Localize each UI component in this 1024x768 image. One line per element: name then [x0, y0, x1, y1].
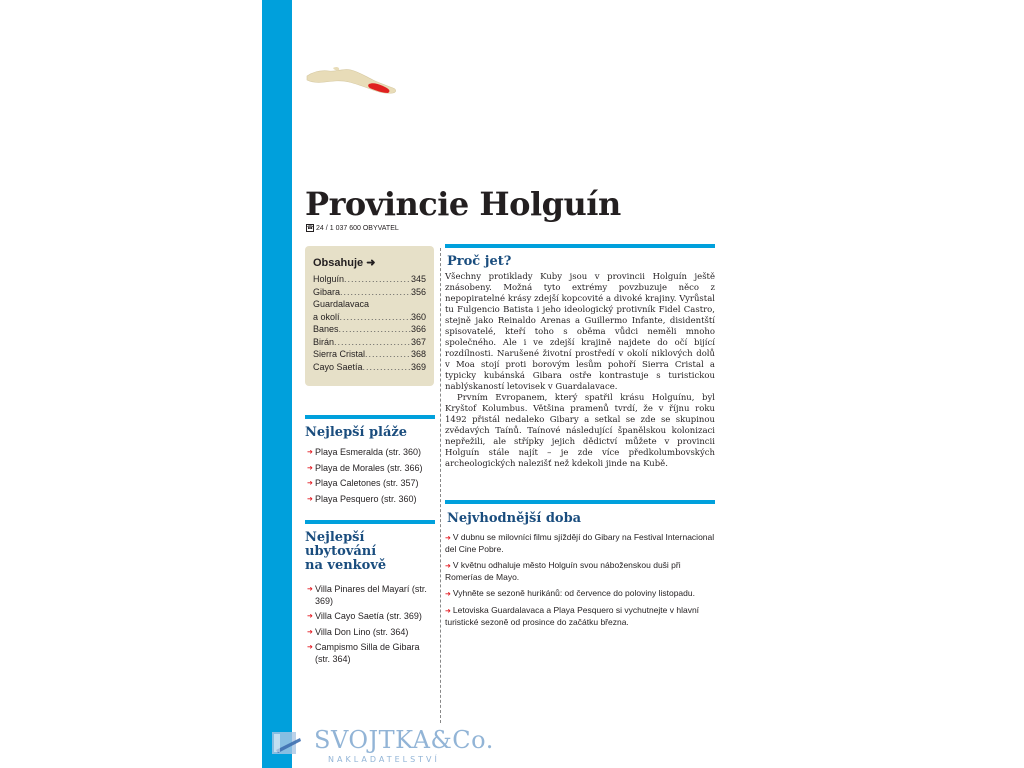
section-bar-lodging: [305, 520, 435, 524]
publisher-logo: [270, 722, 494, 768]
list-item: ➜ Vyhněte se sezoně hurikánů: od července do poloviny listopadu.: [445, 588, 695, 598]
arrow-right-icon: ➜: [445, 535, 451, 542]
phone-code: 24: [316, 224, 324, 232]
contents-box: [305, 246, 434, 386]
contents-item-biran[interactable]: Birán ..... 367: [313, 336, 426, 349]
list-item: ➜ Letoviska Guardalavaca a Playa Pesquero si vychutnejte v hlavní turistické sezoně od prosince do začátku března.: [445, 605, 700, 627]
paragraph: Všechny protiklady Kuby jsou v provincii Holguín ještě znásobeny. Možná tyto extrémy povzbuzuje něco z nepopiratelné krásy zdejší kopcovité a divoké krajiny. Vyrůstal tu Fulgencio Batista i jeho ideologický protivník Fidel Castro, stejně jako Reinaldo Arenas a Guillermo Infante, disidentští spisovatelé, kteří toho s oběma vůdci neměli mnoho společného. Ale i ve zdejší krajině najdete do očí bijící rozdílnosti. Narušené životní prostředí v okolí niklových dolů v Moa stojí proti borovým lesům pohoří Sierra Cristal a typicky kubánská Gibara ostře kontrastuje s turistickou nablýskaností letovisek v Guardalavace.: [445, 272, 715, 392]
contents-item-banes[interactable]: Banes ..... 366: [313, 323, 426, 336]
paragraph: Prvním Evropanem, který spatřil krásu Holguínu, byl Kryštof Kolumbus. Většina pramenů tvrdí, že v říjnu roku 1492 přistál nedaleko Gibary a setkal se zde se skupinou zvědavých Taínů. Taínové následující španělskou kolonizaci nepřežili, ale střípky jejich dědictví můžete v provincii Holguín stále najít – je zde více předkolumbovských archeologických nalezišť než kdekoli jinde na Kubě.: [445, 393, 715, 469]
contents-item-sierra-cristal[interactable]: Sierra Cristal ..... 368: [313, 348, 426, 361]
beaches-list: [307, 447, 437, 505]
province-meta: [306, 224, 399, 232]
contents-heading: Obsahuje ➜: [313, 257, 376, 269]
why-body: [445, 272, 715, 470]
publisher-subtitle: NAKLADATELSTVÍ: [328, 755, 440, 764]
column-divider: [440, 248, 441, 723]
phone-icon: ☎: [307, 225, 314, 231]
list-item: ➜ Villa Don Lino (str. 364): [307, 627, 437, 639]
arrow-right-icon: ➜: [366, 257, 376, 269]
lodging-heading: Nejlepší ubytování na venkově: [305, 530, 387, 573]
contents-item-cayo-saetia[interactable]: Cayo Saetía ..... 369: [313, 361, 426, 374]
contents-item-guardalavaca-okoli[interactable]: a okolí ..... 360: [313, 311, 426, 324]
population: 1 037 600 OBYVATEL: [329, 224, 399, 232]
section-bar-best-time: [445, 500, 715, 504]
section-bar-beaches: [305, 415, 435, 419]
list-item: ➜ Playa Pesquero (str. 360): [307, 494, 437, 506]
meta-separator: /: [325, 224, 328, 232]
why-heading: Proč jet?: [447, 254, 512, 269]
list-item: ➜ Playa Caletones (str. 357): [307, 478, 437, 490]
list-item: ➜ V dubnu se milovníci filmu sjíždějí do Gibary na Festival Internacional del Cine Pobre.: [445, 532, 715, 554]
section-bar-why: [445, 244, 715, 248]
contents-item-guardalavaca[interactable]: Guardalavaca: [313, 299, 370, 309]
contents-item-holguin[interactable]: Holguín ..... 345: [313, 273, 426, 286]
cuba-locator-map-icon: [305, 62, 399, 98]
list-item: ➜ Campismo Silla de Gibara (str. 364): [307, 642, 437, 665]
list-item: ➜ V květnu odhaluje město Holguín svou náboženskou duši při Romerías de Mayo.: [445, 560, 681, 582]
list-item: ➜ Playa Esmeralda (str. 360): [307, 447, 437, 459]
publisher-name: SVOJTKA&Co.: [314, 726, 494, 754]
page-title: Provincie Holguín: [305, 185, 621, 223]
list-item: ➜ Villa Pinares del Mayarí (str. 369): [307, 584, 437, 607]
arrow-right-icon: ➜: [445, 591, 451, 598]
list-item: ➜ Villa Cayo Saetía (str. 369): [307, 611, 437, 623]
lodging-list: [307, 584, 437, 665]
arrow-right-icon: ➜: [445, 608, 451, 615]
best-time-list: [445, 532, 715, 633]
arrow-right-icon: ➜: [445, 563, 451, 570]
list-item: ➜ Playa de Morales (str. 366): [307, 463, 437, 475]
best-time-heading: Nejvhodnější doba: [447, 511, 582, 526]
contents-item-gibara[interactable]: Gibara ..... 356: [313, 286, 426, 299]
beaches-heading: Nejlepší pláže: [305, 425, 408, 440]
blue-side-strip: [262, 0, 292, 768]
book-logo-icon: [270, 728, 304, 758]
